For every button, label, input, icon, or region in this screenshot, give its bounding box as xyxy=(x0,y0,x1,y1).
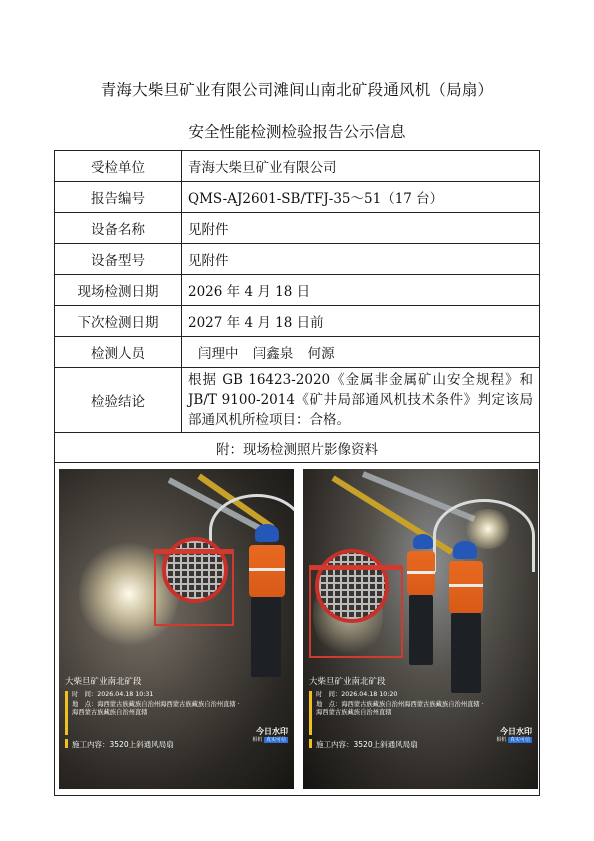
watermark-location-title: 大柴旦矿业南北矿段 xyxy=(65,677,142,687)
photo-row xyxy=(55,463,540,796)
watermark-time: 时 间：2026.04.18 10:20 xyxy=(316,691,398,698)
table-row xyxy=(55,275,540,306)
row-value-next-inspection-date: 2027 年 4 月 18 日前 xyxy=(182,306,540,337)
row-value-equipment-model: 见附件 xyxy=(182,244,540,275)
fan-frame xyxy=(309,565,403,658)
watermark-place: 地 点：海西蒙古族藏族自治州海西蒙古族藏族自治州直辖 · 海西蒙古族藏族自治州直辖 xyxy=(72,701,240,716)
document-title-line1: 青海大柴旦矿业有限公司滩间山南北矿段通风机（局扇） xyxy=(100,81,494,99)
watermark-time: 时 间：2026.04.18 10:31 xyxy=(72,691,154,698)
table-row xyxy=(55,244,540,275)
watermark-logo: 今日水印 相机 真实可信 xyxy=(252,727,288,743)
table-row xyxy=(55,151,540,182)
document-title-line2: 安全性能检测检验报告公示信息 xyxy=(188,123,406,141)
table-row xyxy=(55,306,540,337)
photo-cell xyxy=(55,463,540,796)
worker-pants xyxy=(251,597,281,677)
inspector-name: 闫理中 xyxy=(198,346,239,362)
row-label-equipment-name: 设备名称 xyxy=(55,213,182,244)
table-row xyxy=(55,433,540,463)
attachment-heading: 附：现场检测照片影像资料 xyxy=(55,433,540,463)
watermark-place: 地 点：海西蒙古族藏族自治州海西蒙古族藏族自治州直辖 · 海西蒙古族藏族自治州直辖 xyxy=(316,701,484,716)
row-label-report-number: 报告编号 xyxy=(55,182,182,213)
watermark-logo: 今日水印 相机 真实可信 xyxy=(496,727,532,743)
watermark-content: 施工内容：3520上斜通风局扇 xyxy=(65,739,174,750)
row-label-inspectors: 检测人员 xyxy=(55,337,182,368)
row-label-inspected-unit: 受检单位 xyxy=(55,151,182,182)
watermark-accent-bar xyxy=(309,691,312,735)
row-value-equipment-name: 见附件 xyxy=(182,213,540,244)
inspector-name: 何源 xyxy=(307,346,335,362)
site-photo-1 xyxy=(59,469,294,789)
row-value-conclusion: 根据 GB 16423-2020《金属非金属矿山安全规程》和 JB/T 9100-2014《矿井局部通风机技术条件》判定该局部通风机所检项目：合格。 xyxy=(182,368,540,433)
safety-vest xyxy=(249,545,285,597)
row-label-next-inspection-date: 下次检测日期 xyxy=(55,306,182,337)
watermark-accent-bar xyxy=(65,691,68,735)
helmet xyxy=(255,524,279,542)
row-label-conclusion: 检验结论 xyxy=(55,368,182,433)
helmet xyxy=(413,534,433,549)
table-row xyxy=(55,182,540,213)
watermark-content: 施工内容：3520上斜通风局扇 xyxy=(309,739,418,750)
row-value-report-number: QMS-AJ2601-SB/TFJ-35～51（17 台） xyxy=(182,182,540,213)
table-row xyxy=(55,213,540,244)
row-label-inspection-date: 现场检测日期 xyxy=(55,275,182,306)
helmet xyxy=(453,541,477,559)
worker-pants xyxy=(451,613,481,693)
row-value-inspectors xyxy=(182,337,540,368)
row-value-inspection-date: 2026 年 4 月 18 日 xyxy=(182,275,540,306)
inspector-name: 闫鑫泉 xyxy=(252,346,294,362)
watermark-location-title: 大柴旦矿业南北矿段 xyxy=(309,677,386,687)
report-table xyxy=(54,150,540,796)
table-row xyxy=(55,368,540,433)
table-row xyxy=(55,337,540,368)
site-photo-2 xyxy=(303,469,538,789)
safety-vest xyxy=(407,551,435,595)
worker-pants xyxy=(409,595,433,665)
row-label-equipment-model: 设备型号 xyxy=(55,244,182,275)
row-value-inspected-unit: 青海大柴旦矿业有限公司 xyxy=(182,151,540,182)
safety-vest xyxy=(449,561,483,613)
fan-frame xyxy=(154,549,234,626)
